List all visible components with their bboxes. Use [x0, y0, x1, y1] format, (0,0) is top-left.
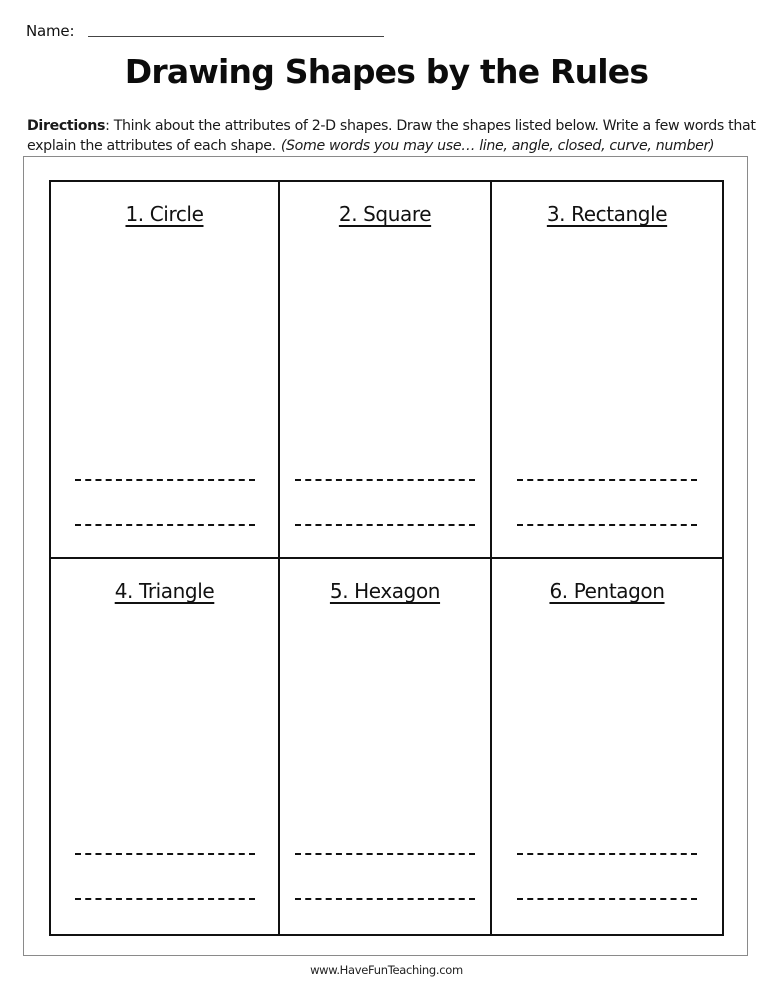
name-field-row	[26, 22, 384, 40]
answer-line[interactable]	[517, 853, 697, 855]
answer-line[interactable]	[75, 898, 255, 900]
name-label: Name:	[26, 22, 75, 40]
directions-text: : Think about the attributes of 2-D shapes. Draw the shapes listed below. Write a few words that explain the attributes of each shape.	[27, 118, 756, 154]
directions-label: Directions	[27, 118, 106, 134]
shape-title: 2. Square	[338, 202, 432, 226]
shape-title: 6. Pentagon	[549, 579, 665, 603]
answer-line[interactable]	[517, 898, 697, 900]
answer-line[interactable]	[295, 479, 475, 481]
answer-line[interactable]	[295, 898, 475, 900]
worksheet-title: Drawing Shapes by the Rules	[124, 52, 649, 91]
footer-website: www.HaveFunTeaching.com	[310, 963, 463, 977]
directions	[27, 116, 757, 156]
answer-line[interactable]	[75, 479, 255, 481]
directions-hint: (Some words you may use… line, angle, closed, curve, number)	[280, 138, 715, 154]
shape-cell-rectangle[interactable]	[492, 182, 722, 559]
shape-cell-pentagon[interactable]	[492, 559, 722, 934]
answer-line[interactable]	[517, 524, 697, 526]
shape-cell-square[interactable]	[280, 182, 492, 559]
shapes-grid	[49, 180, 724, 936]
shape-title: 1. Circle	[125, 202, 204, 226]
answer-line[interactable]	[75, 853, 255, 855]
shape-title: 5. Hexagon	[329, 579, 441, 603]
name-input-line[interactable]	[88, 36, 384, 37]
shape-title: 3. Rectangle	[546, 202, 668, 226]
answer-line[interactable]	[295, 524, 475, 526]
answer-line[interactable]	[517, 479, 697, 481]
shape-cell-hexagon[interactable]	[280, 559, 492, 934]
answer-line[interactable]	[295, 853, 475, 855]
shape-title: 4. Triangle	[114, 579, 215, 603]
shape-cell-triangle[interactable]	[51, 559, 280, 934]
shape-cell-circle[interactable]	[51, 182, 280, 559]
answer-line[interactable]	[75, 524, 255, 526]
